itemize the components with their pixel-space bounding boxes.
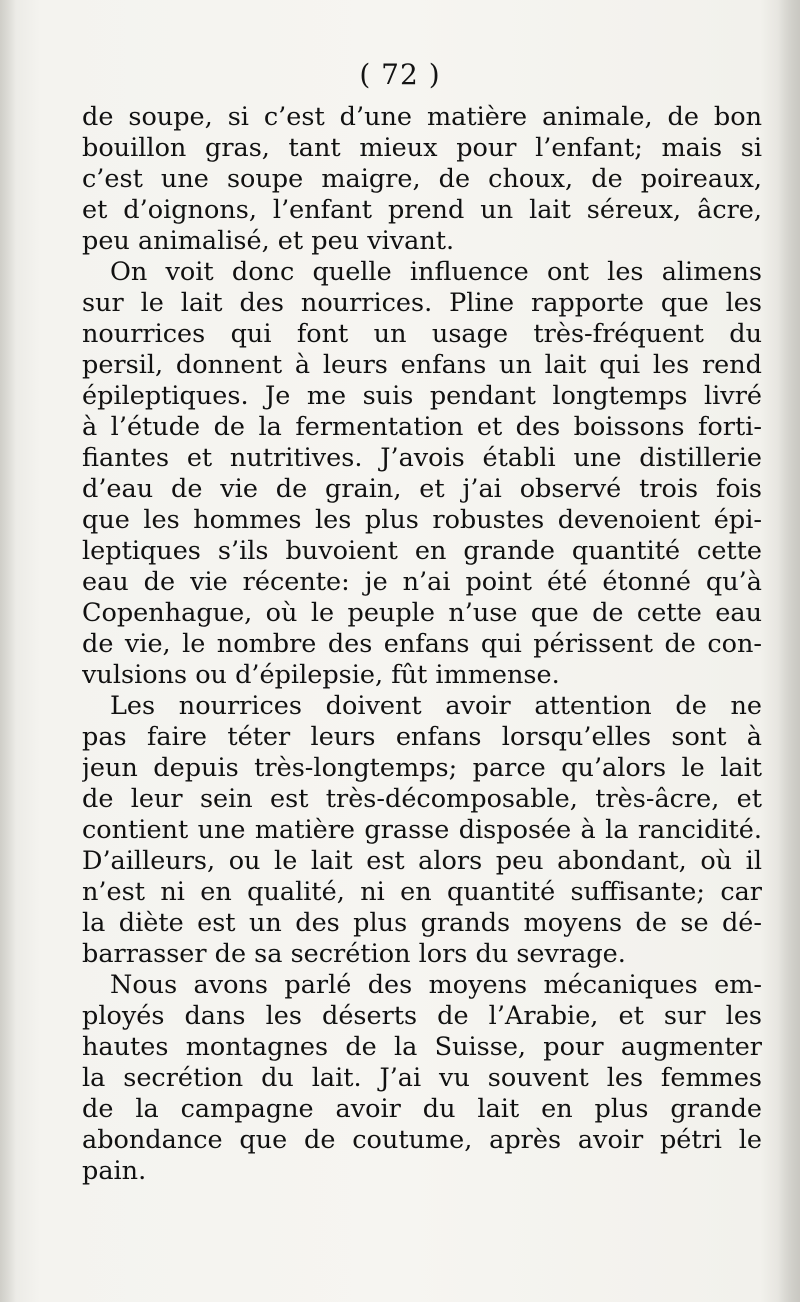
text-line: de leur sein est très-décomposable, très-âcre, et <box>82 784 762 814</box>
text-line: abondance que de coutume, après avoir pétri le <box>82 1125 762 1155</box>
text-line: persil, donnent à leurs enfans un lait qui les rend <box>82 350 762 380</box>
text-line: d’eau de vie de grain, et j’ai observé trois fois <box>82 474 762 504</box>
text-line: contient une matière grasse disposée à la rancidité. <box>82 815 762 845</box>
text-line: de la campagne avoir du lait en plus grande <box>82 1094 762 1124</box>
text-line: c’est une soupe maigre, de choux, de poireaux, <box>82 164 762 194</box>
text-line: leptiques s’ils buvoient en grande quantité cette <box>82 536 762 566</box>
text-line: On voit donc quelle influence ont les alimens <box>110 257 762 287</box>
text-line: Nous avons parlé des moyens mécaniques em- <box>110 970 762 1000</box>
text-line: nourrices qui font un usage très-fréquent du <box>82 319 762 349</box>
text-line: la secrétion du lait. J’ai vu souvent les femmes <box>82 1063 762 1093</box>
text-line: ployés dans les déserts de l’Arabie, et sur les <box>82 1001 762 1031</box>
text-line: hautes montagnes de la Suisse, pour augmenter <box>82 1032 762 1062</box>
text-line: à l’étude de la fermentation et des boissons forti- <box>82 412 762 442</box>
text-line: n’est ni en qualité, ni en quantité suffisante; car <box>82 877 762 907</box>
text-line: bouillon gras, tant mieux pour l’enfant; mais si <box>82 133 762 163</box>
text-line: de soupe, si c’est d’une matière animale, de bon <box>82 102 762 132</box>
text-line: fiantes et nutritives. J’avois établi une distillerie <box>82 443 762 473</box>
text-line: pain. <box>82 1156 147 1186</box>
text-line: que les hommes les plus robustes devenoient épi- <box>82 505 762 535</box>
text-line: la diète est un des plus grands moyens de se dé- <box>82 908 762 938</box>
text-line: eau de vie récente: je n’ai point été étonné qu’à <box>82 567 762 597</box>
text-line: Copenhague, où le peuple n’use que de cette eau <box>82 598 762 628</box>
text-line: vulsions ou d’épilepsie, fût immense. <box>82 660 560 690</box>
text-line: pas faire téter leurs enfans lorsqu’elles sont à <box>82 722 762 752</box>
page-number: ( 72 ) <box>359 58 441 91</box>
text-line: sur le lait des nourrices. Pline rapporte que les <box>82 288 762 318</box>
text-line: de vie, le nombre des enfans qui périssent de con- <box>82 629 762 659</box>
text-line: jeun depuis très-longtemps; parce qu’alors le lait <box>82 753 762 783</box>
text-line: D’ailleurs, ou le lait est alors peu abondant, où il <box>82 846 762 876</box>
text-line: peu animalisé, et peu vivant. <box>82 226 455 256</box>
text-line: Les nourrices doivent avoir attention de ne <box>110 691 762 721</box>
text-line: barrasser de sa secrétion lors du sevrage. <box>82 939 626 969</box>
text-line: et d’oignons, l’enfant prend un lait séreux, âcre, <box>82 195 762 225</box>
text-line: épileptiques. Je me suis pendant longtemps livré <box>82 381 762 411</box>
